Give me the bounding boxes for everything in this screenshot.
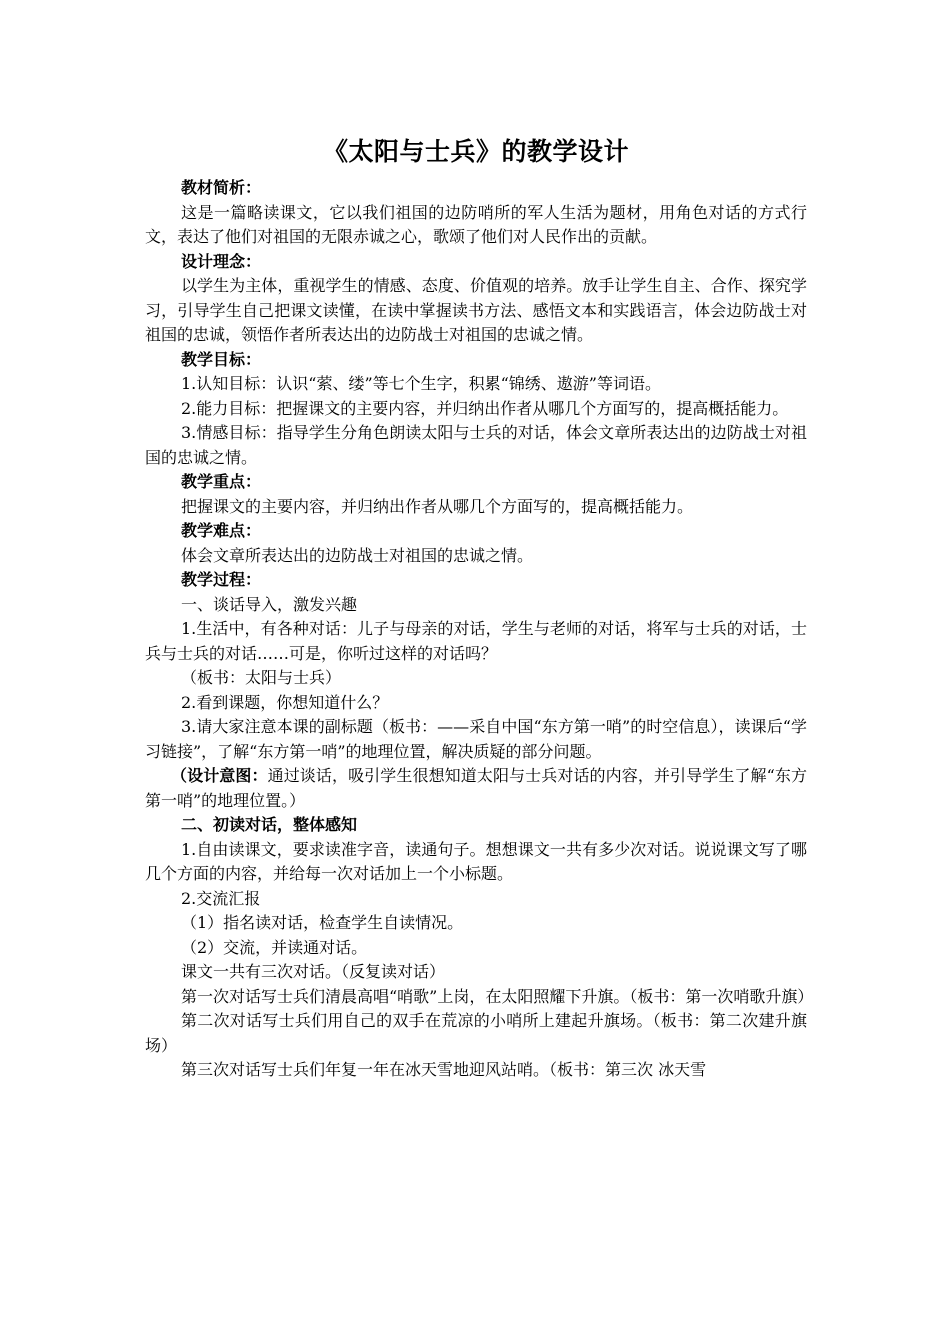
step2-item2b: （2）交流，并读通对话。	[181, 937, 368, 957]
step1-item3: 3.请大家注意本课的副标题（板书：——采自中国“东方第一哨”的时空信息），读课后“学习链接”，了解“东方第一哨”的地理位置，解决质疑的部分问题。	[145, 717, 807, 761]
step1-title: 一、谈话导入，激发兴趣	[181, 594, 358, 614]
difficulty-paragraph: 体会文章所表达出的边防战士对祖国的忠诚之情。	[181, 545, 534, 565]
heading-difficulty: 教学难点：	[181, 521, 262, 540]
document-title: 《太阳与士兵》的教学设计	[322, 137, 629, 166]
step2-dialogue1: 第一次对话写士兵们清晨高唱“哨歌”上岗，在太阳照耀下升旗。（板书：第一次哨歌升旗）	[181, 986, 814, 1006]
heading-key: 教学重点：	[181, 472, 262, 491]
step2-item3: 课文一共有三次对话。（反复读对话）	[181, 962, 446, 981]
step2-dialogue3: 第三次对话写士兵们年复一年在冰天雪地迎风站哨。（板书：第三次 冰天雪	[181, 1060, 707, 1079]
document-page	[145, 132, 814, 1083]
goal-ability: 2.能力目标：把握课文的主要内容，并归纳出作者从哪几个方面写的，提高概括能力。	[181, 398, 789, 418]
goal-emotion: 3.情感目标：指导学生分角色朗读太阳与士兵的对话，体会文章所表达出的边防战士对祖国的忠诚之情。	[145, 423, 807, 467]
step2-item2a: （1）指名读对话，检查学生自读情况。	[181, 913, 464, 932]
design-intent-text: 通过谈话，吸引学生很想知道太阳与士兵对话的内容，并引导学生了解“东方第一哨”的地理位置。）	[145, 766, 807, 810]
step2-item2: 2.交流汇报	[181, 888, 261, 908]
step2-item1: 1.自由读课文，要求读准字音，读通句子。想想课文一共有多少次对话。说说课文写了哪几个方面的内容，并给每一次对话加上一个小标题。	[145, 839, 807, 883]
step2-title: 二、初读对话，整体感知	[181, 815, 358, 834]
heading-process: 教学过程：	[181, 570, 262, 589]
goal-cognitive: 1.认知目标：认识“萦、缕”等七个生字，积累“锦绣、遨游”等词语。	[181, 374, 661, 393]
step1-item1: 1.生活中，有各种对话：儿子与母亲的对话，学生与老师的对话，将军与士兵的对话，士兵与士兵的对话……可是，你听过这样的对话吗？	[145, 619, 807, 663]
heading-material: 教材简析：	[181, 178, 262, 197]
concept-paragraph: 以学生为主体，重视学生的情感、态度、价值观的培养。放手让学生自主、合作、探究学习，引导学生自己把课文读懂，在读中掌握读书方法、感悟文本和实践语言，体会边防战士对祖国的忠诚，领悟作者所表达出的边防战士对祖国的忠诚之情。	[145, 276, 807, 344]
material-paragraph: 这是一篇略读课文，它以我们祖国的边防哨所的军人生活为题材，用角色对话的方式行文，表达了他们对祖国的无限赤诚之心，歌颂了他们对人民作出的贡献。	[145, 202, 807, 246]
step2-dialogue2: 第二次对话写士兵们用自己的双手在荒凉的小哨所上建起升旗场。（板书：第二次建升旗场）	[145, 1011, 807, 1055]
design-intent-note	[145, 764, 807, 813]
heading-goals: 教学目标：	[181, 349, 262, 369]
key-paragraph: 把握课文的主要内容，并归纳出作者从哪几个方面写的，提高概括能力。	[181, 496, 694, 516]
step1-board: （板书：太阳与士兵）	[181, 668, 342, 687]
step1-item2: 2.看到课题，你想知道什么？	[181, 692, 389, 712]
design-intent-label: （设计意图：	[171, 766, 268, 785]
heading-concept: 设计理念：	[181, 251, 262, 271]
